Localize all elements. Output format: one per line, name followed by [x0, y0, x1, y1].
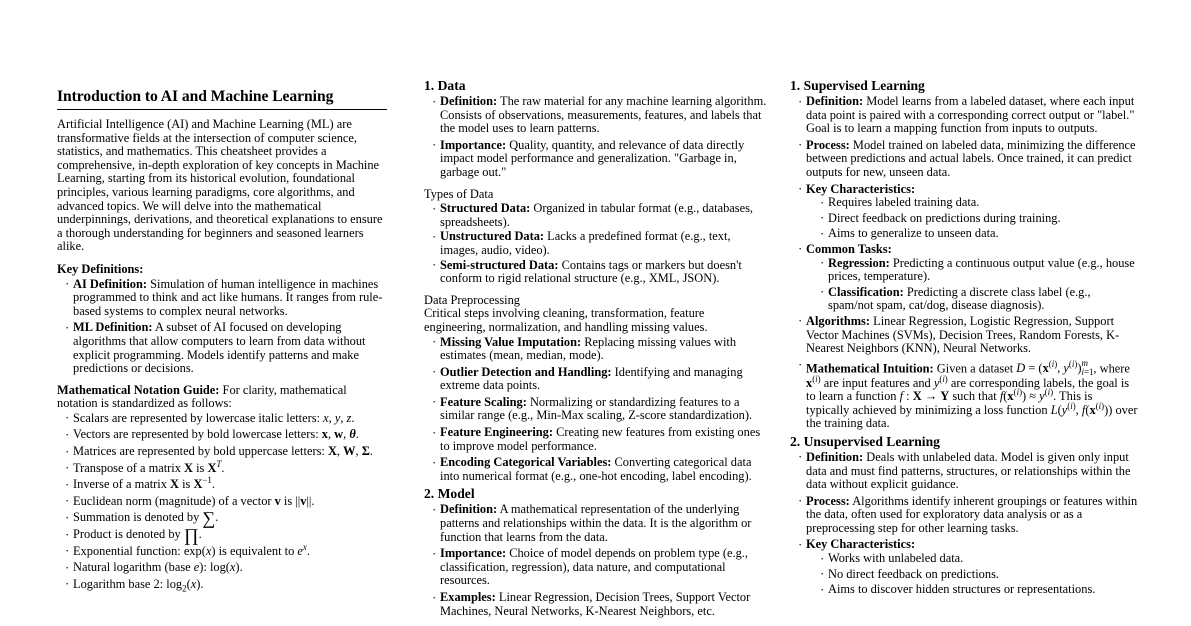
item-label: Semi-structured Data: — [440, 257, 559, 272]
types-of-data-heading: Types of Data — [424, 186, 494, 201]
item-text: Deals with unlabeled data. Model is given only input data and must find patterns, structures, or relationships within the data without explicit guidance. — [806, 449, 1131, 492]
item-label: Process: — [806, 137, 850, 152]
list-item: · Aims to generalize to unseen data. — [820, 227, 1138, 241]
list-item — [798, 95, 1138, 136]
item-text: Choice of model depends on problem type (e.g., classification, regression), data nature, and computational resources. — [440, 546, 748, 588]
list-item: · Inverse of a matrix X is $X^{-1}$. — [65, 478, 387, 492]
list-item: · Requires labeled training data. — [820, 196, 1138, 210]
intro-paragraph: Artificial Intelligence (AI) and Machine Learning (ML) are transformative fields at the intersection of computer science, statistics, and mathematics. This cheatsheet provides a comprehensive, in-depth exploration of key concepts in Machine Learning, starting from its historical evolution, foundational principles, various learning paradigms, core algorithms, and advanced topics. We will delve into the mathematical underpinnings, derivations, and theoretical explanations to ensure a thorough understanding for beginners and seasoned learners alike. — [57, 117, 383, 254]
item-text: Identifying and managing extreme data points. — [440, 364, 743, 393]
page-title: Introduction to AI and Machine Learning — [57, 88, 387, 110]
item-label: Definition: — [440, 502, 498, 517]
list-item — [432, 426, 769, 453]
section-heading-unsupervised: 2. Unsupervised Learning — [790, 433, 940, 449]
types-of-data-list — [424, 202, 769, 286]
notation-guide-label: Mathematical Notation Guide: — [57, 382, 220, 397]
item-text: Model trained on labeled data, minimizing the difference between predictions and actual labels. Once trained, it can predict outputs for new, unseen data. — [806, 137, 1136, 179]
section-heading-data: 1. Data — [424, 78, 466, 93]
data-items-list — [424, 95, 769, 180]
list-item — [798, 315, 1138, 356]
item-label: ML Definition: — [73, 320, 153, 335]
math-intuition-part6: . This is typically achieved by minimizing a loss function — [806, 389, 1093, 417]
key-characteristics-label: Key Characteristics: — [806, 537, 916, 552]
list-item — [432, 503, 769, 544]
item-text: Model learns from a labeled dataset, where each input data point is paired with a corresponding correct output or "label." Goal is to learn a mapping function from inputs to outputs. — [806, 94, 1135, 136]
list-item — [798, 451, 1138, 492]
list-item — [432, 230, 769, 257]
list-item — [432, 366, 769, 393]
list-item — [432, 591, 769, 618]
list-item-math-intuition — [798, 359, 1138, 431]
column-left — [57, 78, 387, 594]
preprocessing-list — [424, 336, 769, 484]
list-item: · No direct feedback on predictions. — [820, 568, 1138, 582]
list-item — [432, 456, 769, 483]
item-label: Regression: — [828, 255, 890, 270]
item-label: Definition: — [440, 94, 498, 108]
list-item: · Aims to discover hidden structures or representations. — [820, 583, 1138, 597]
item-text: The raw material for any machine learning algorithm. Consists of observations, measurements, features, and labels that the model uses to learn patterns. — [440, 94, 767, 136]
math-formula-mapping: f : X → Y — [899, 389, 950, 404]
item-label: Definition: — [806, 94, 864, 108]
model-items-list — [424, 503, 769, 618]
item-label: Structured Data: — [440, 201, 531, 216]
item-label: Missing Value Imputation: — [440, 334, 582, 349]
section-heading-supervised: 1. Supervised Learning — [790, 78, 925, 93]
list-item: · Exponential function: exp(x) is equivalent to $e^x$. — [65, 545, 387, 559]
notation-guide-paragraph — [57, 384, 387, 411]
section-heading-model: 2. Model — [424, 486, 475, 502]
key-characteristics-list — [806, 196, 1138, 241]
item-text: Simulation of human intelligence in machines programmed to think and act like humans. It ranges from rule-based systems to complex neural networks. — [73, 276, 383, 318]
list-item — [432, 396, 769, 423]
math-intuition-part5: such that — [952, 389, 997, 404]
unsupervised-list — [790, 451, 1138, 597]
list-item: · Natural logarithm (base e): log(x). — [65, 561, 387, 575]
list-item: · Scalars are represented by lowercase italic letters: x, y, z. — [65, 412, 387, 426]
math-intuition-part2: , where — [1093, 361, 1130, 376]
math-intuition-part3: are input features and — [823, 375, 931, 390]
list-item: · Logarithm base 2: $\log_2(x)$. — [65, 578, 387, 592]
item-text: Linear Regression, Logistic Regression, Support Vector Machines (SVMs), Decision Trees, Random Forests, K-Nearest Neighbors (KNN), Neural Networks. — [806, 313, 1120, 356]
item-label: Examples: — [440, 590, 496, 604]
key-characteristics-list — [806, 552, 1138, 597]
notation-guide-text: For clarity, mathematical notation is standardized as follows: — [57, 382, 347, 411]
list-item: · Summation is denoted by ∑. — [65, 511, 387, 525]
column-right — [790, 78, 1138, 599]
key-characteristics-label: Key Characteristics: — [806, 181, 916, 196]
list-item: · Vectors are represented by bold lowercase letters: x, w, θ. — [65, 428, 387, 442]
item-text: A subset of AI focused on developing algorithms that allow computers to learn from data without explicit programming. Models identify patterns and make predictions or decisions. — [73, 320, 366, 376]
list-item — [432, 202, 769, 229]
item-text: Converting categorical data into numerical format (e.g., one-hot encoding, label encoding). — [440, 455, 752, 483]
item-text: Contains tags or markers but doesn't conform to rigid relational structure (e.g., XML, JSON). — [440, 257, 742, 286]
list-item — [820, 257, 1138, 284]
math-intuition-part4: are corresponding labels, the goal is to learn a function — [806, 375, 1130, 404]
item-label: Mathematical Intuition: — [806, 361, 934, 376]
data-preprocessing-intro: Critical steps involving cleaning, transformation, feature engineering, normalization, and handling missing values. — [424, 306, 708, 334]
math-formula-approx: $f(x^{(i)}) \approx y^{(i)}$ — [999, 387, 1054, 404]
item-label: Feature Engineering: — [440, 425, 553, 440]
list-item — [820, 286, 1138, 313]
math-intuition-part1: Given a dataset — [936, 361, 1014, 376]
item-text: Algorithms identify inherent groupings or features within the data, often used for exploratory data analysis or as a preprocessing step for other learning tasks. — [806, 493, 1138, 535]
item-label: Classification: — [828, 284, 904, 299]
list-item: · Matrices are represented by bold uppercase letters: X, W, Σ. — [65, 445, 387, 459]
item-text: Creating new features from existing ones to improve model performance. — [440, 425, 761, 453]
item-text: Lacks a predefined format (e.g., text, images, audio, video). — [440, 229, 731, 257]
list-item — [432, 336, 769, 363]
item-text: Replacing missing values with estimates (mean, median, mode). — [440, 334, 737, 363]
common-tasks-list — [806, 257, 1138, 313]
item-text: Predicting a discrete class label (e.g., spam/not spam, cat/dog, disease diagnosis). — [828, 284, 1091, 313]
item-label: Importance: — [440, 137, 507, 152]
common-tasks-label: Common Tasks: — [806, 241, 892, 256]
math-formula-dataset: $D = (x^{(i)}$, $y^{(i)}$) m i=1 — [1016, 357, 1094, 377]
item-label: Unstructured Data: — [440, 229, 545, 244]
supervised-list — [790, 95, 1138, 431]
key-definitions-list — [57, 278, 387, 376]
notation-list — [57, 412, 387, 592]
item-text: Predicting a continuous output value (e.g., house prices, temperature). — [828, 255, 1135, 284]
list-item — [65, 321, 387, 375]
list-item — [432, 547, 769, 588]
item-text: Linear Regression, Decision Trees, Support Vector Machines, Neural Networks, K-Nearest Neighbors, etc. — [440, 590, 751, 618]
item-label: Algorithms: — [806, 313, 871, 328]
list-item — [798, 139, 1138, 180]
item-label: AI Definition: — [73, 276, 147, 291]
item-label: Importance: — [440, 546, 507, 561]
list-item: · Euclidean norm (magnitude) of a vector v is ||v||. — [65, 495, 387, 509]
data-preprocessing-heading: Data Preprocessing — [424, 292, 520, 307]
list-item: · Works with unlabeled data. — [820, 552, 1138, 566]
item-text: Quality, quantity, and relevance of data directly impact model performance and generalization. "Garbage in, garbage out." — [440, 137, 745, 179]
item-label: Definition: — [806, 449, 864, 464]
math-formula-x: $x^{(i)}$ — [806, 373, 821, 390]
item-label: Outlier Detection and Handling: — [440, 364, 612, 379]
list-item — [432, 139, 769, 180]
item-text: Normalizing or standardizing features to a similar range (e.g., Min-Max scaling, Z-score standardization). — [440, 394, 753, 423]
item-label: Process: — [806, 493, 850, 508]
math-formula-y: $y^{(i)}$ — [933, 373, 948, 390]
list-item — [798, 495, 1138, 536]
key-definitions-heading: Key Definitions: — [57, 261, 144, 276]
item-text: Organized in tabular format (e.g., databases, spreadsheets). — [440, 201, 754, 229]
item-label: Encoding Categorical Variables: — [440, 455, 612, 470]
list-item — [432, 95, 769, 136]
list-item — [432, 259, 769, 286]
item-text: A mathematical representation of the underlying patterns and relationships within the data. It is the algorithm or function that learns from the data. — [440, 502, 752, 544]
list-item — [798, 183, 1138, 241]
list-item: · Transpose of a matrix X is $X^T$. — [65, 462, 387, 476]
list-item — [65, 278, 387, 319]
math-intuition-part7: over the training data. — [806, 402, 1138, 431]
list-item: · Product is denoted by ∏. — [65, 528, 387, 542]
list-item — [798, 243, 1138, 313]
column-middle — [424, 78, 769, 621]
list-item: · Direct feedback on predictions during training. — [820, 212, 1138, 226]
item-label: Feature Scaling: — [440, 394, 527, 409]
list-item — [798, 538, 1138, 596]
math-formula-loss: $L(y^{(i)}$, $f(x^{(i)})$) — [1050, 400, 1113, 417]
